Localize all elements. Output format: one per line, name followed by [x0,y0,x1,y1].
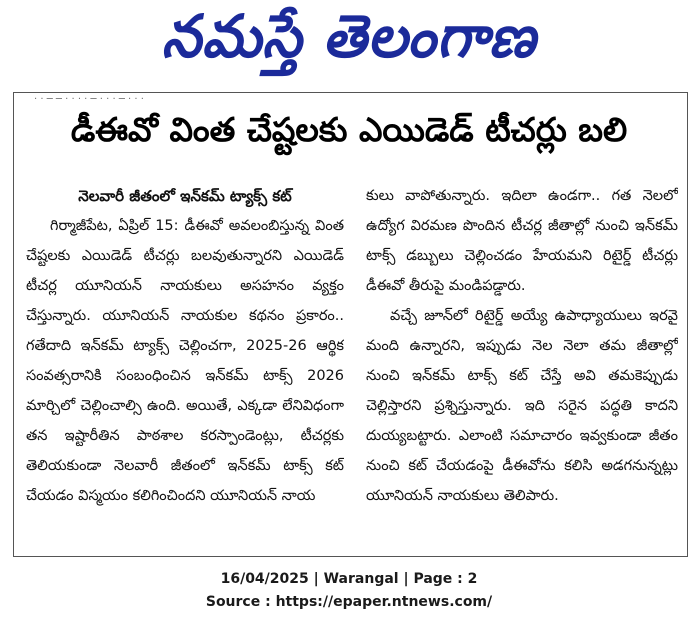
article-paragraph: వచ్చే జూన్‌లో రిటైర్డ్ అయ్యే ఉపాధ్యాయులు ఇరవై మంది ఉన్నారని, ఇప్పుడు నెల నెలా తమ జీతాల్లో నుంచి ఇన్‌కమ్ టాక్స్ కట్ చేస్తే అవి తమకెప్పుడు చెల్లిస్తారని ప్రశ్నిస్తున్నారు. ఇది సరైన పద్ధతి కాదని దుయ్యబట్టారు. ఎలాంటి సమాచారం ఇవ్వకుండా జీతం నుంచి కట్ చేయడంపై డీఈవోను కలిసి అడగనున్నట్లు యూనియన్ నాయకులు తెలిపారు. [366,308,678,504]
article-column-left [26,181,344,551]
article-subheading: నెలవారీ జీతంలో ఇన్‌కమ్ ట్యాక్స్ కట్ [78,187,292,205]
newspaper-masthead [0,2,698,80]
cut-off-text-strip: · · ─ ─ · · · · ─ · · · ─ · · · [34,95,144,105]
article-headline: డీఈవో వింత చేష్టలకు ఎయిడెడ్ టీచర్లు బలి [70,109,628,149]
article-paragraph: కులు వాపోతున్నారు. ఇదిలా ఉండగా.. గత నెలలో ఉద్యోగ విరమణ పొందిన టీచర్ల జీతాల్లో నుంచి ఇన్‌కమ్ టాక్స్ డబ్బులు చెల్లించడం హేయమని రిటైర్డ్ టీచర్లు డీఈవో తీరుపై మండిపడ్డారు. [366,188,678,294]
article-column-right [366,181,678,551]
publication-info: 16/04/2025 | Warangal | Page : 2 [220,571,478,587]
article-paragraph: గిర్మాజీపేట, ఏప్రిల్ 15: డీఈవో అవలంబిస్తున్న వింత చేష్టలకు ఎయిడెడ్ టీచర్లు బలవుతున్నారని ఎయిడెడ్ టీచర్ల యూనియన్ నాయకులు అసహనం వ్యక్తం చేస్తున్నారు. యూనియన్ నాయకుల కథనం ప్రకారం.. గతేదాది ఇన్‌కమ్ ట్యాక్స్ చెల్లించగా, 2025-26 ఆర్థిక సంవత్సరానికి సంబంధించిన ఇన్‌కమ్ టాక్స్ 2026 మార్చిలో చెల్లించాల్సి ఉంది. అయితే, ఎక్కడా లేనివిధంగా తన ఇష్టారీతిన పాఠశాల కరస్పాండెంట్లు, టీచర్లకు తెలియకుండా నెలవారీ జీతంలో ఇన్‌కమ్ టాక్స్ కట్ చేయడం విస్మయం కలిగించిందని యూనియన్ నాయ [26,218,344,504]
source-url: Source : https://epaper.ntnews.com/ [205,594,493,610]
article-clipping [13,92,688,557]
masthead-title: నమస్తే తెలంగాణ [161,2,537,71]
